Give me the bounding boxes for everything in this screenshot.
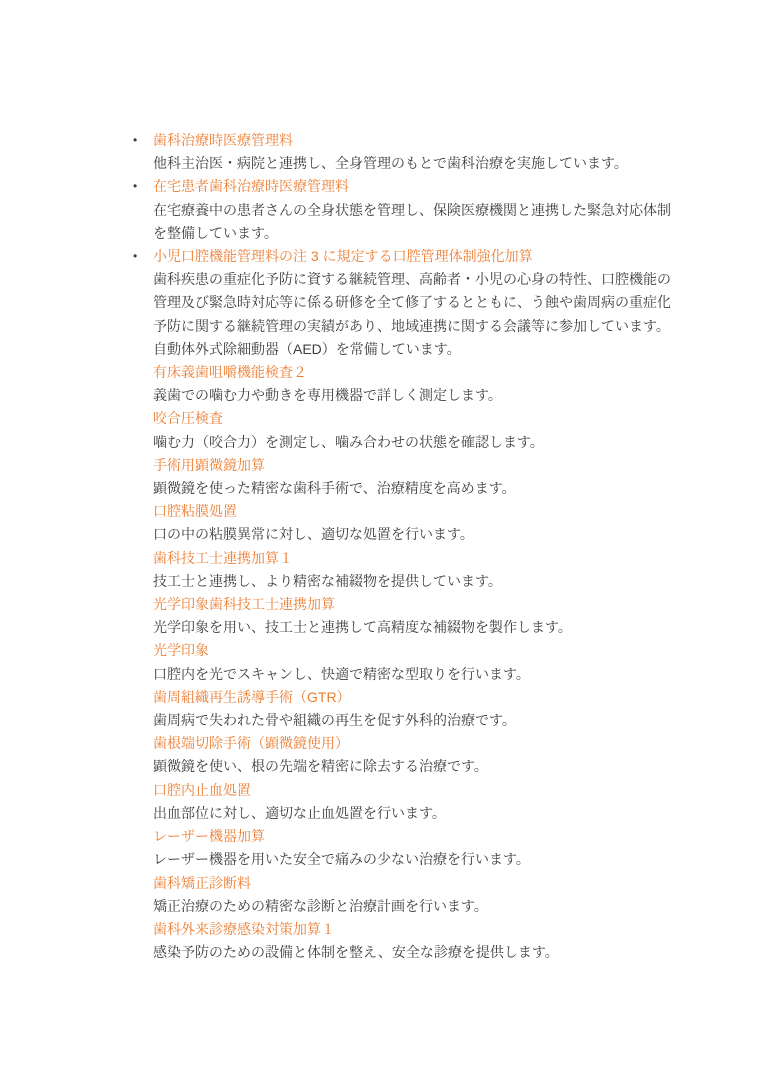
- item-body: [153, 523, 677, 546]
- item-title: 口腔内止血処置: [153, 781, 251, 798]
- item-body: [153, 663, 677, 686]
- bullet-icon: •: [133, 133, 138, 147]
- item-body: [153, 477, 677, 500]
- item-title: 咬合圧検査: [153, 410, 223, 427]
- item-title: 歯科治療時医療管理料: [153, 132, 293, 148]
- list-item: [153, 500, 677, 546]
- item-title: 光学印象: [153, 642, 209, 659]
- item-title: レーザー機器加算: [153, 828, 265, 845]
- item-description: レーザー機器を用いた安全で痛みの少ない治療を行います。: [153, 851, 530, 868]
- item-title: 歯周組織再生誘導手術（GTR）: [153, 688, 351, 705]
- list-item: [153, 872, 677, 918]
- item-description: 口腔内を光でスキャンし、快適で精密な型取りを行います。: [153, 665, 530, 682]
- item-description: 出血部位に対し、適切な止血処置を行います。: [153, 804, 446, 821]
- list-item: [133, 175, 677, 245]
- item-title: 小児口腔機能管理料の注 3 に規定する口腔管理体制強化加算: [153, 248, 533, 265]
- item-body: [153, 709, 677, 732]
- item-description: 歯科疾患の重症化予防に資する継続管理、高齢者・小児の心身の特性、口腔機能の管理及び緊急時対応等に係る研修を全て修了するとともに、う蝕や歯周病の重症化予防に関する継続管理の実績があり、地域連携に関する会議等に参加しています。: [153, 271, 671, 334]
- list-item: [153, 825, 677, 871]
- item-description: 在宅療養中の患者さんの全身状態を管理し、保険医療機関と連携した緊急対応体制を整備しています。: [153, 201, 671, 241]
- item-title: 口腔粘膜処置: [153, 503, 237, 520]
- item-title: 歯科技工士連携加算１: [153, 549, 293, 566]
- list-item: [153, 593, 677, 639]
- item-body: [153, 152, 677, 175]
- item-body: [153, 384, 677, 407]
- list-item: [153, 686, 677, 732]
- item-title: 在宅患者歯科治療時医療管理料: [153, 178, 349, 195]
- item-body: [153, 895, 677, 918]
- list-item: [153, 918, 677, 964]
- item-description: 歯周病で失われた骨や組織の再生を促す外科的治療です。: [153, 712, 516, 729]
- list-item: [153, 547, 677, 593]
- service-list: [133, 129, 677, 964]
- item-body: [153, 802, 677, 825]
- bullet-icon: •: [133, 179, 138, 194]
- item-description: 噛む力（咬合力）を測定し、噛み合わせの状態を確認します。: [153, 433, 544, 450]
- item-title: 光学印象歯科技工士連携加算: [153, 596, 335, 613]
- item-body: [153, 199, 677, 245]
- item-body: [153, 570, 677, 593]
- item-description: 光学印象を用い、技工士と連携して高精度な補綴物を製作します。: [153, 619, 572, 636]
- list-item: [153, 779, 677, 825]
- item-body: [153, 941, 677, 964]
- item-body: [153, 755, 677, 778]
- list-item: [153, 361, 677, 407]
- item-title: 手術用顕微鏡加算: [153, 456, 265, 473]
- item-description: 他科主治医・病院と連携し、全身管理のもとで歯科治療を実施しています。: [153, 155, 628, 172]
- item-description: 顕微鏡を使い、根の先端を精密に除去する治療です。: [153, 758, 488, 775]
- item-title: 歯根端切除手術（顕微鏡使用）: [153, 735, 349, 752]
- item-body: [153, 431, 677, 454]
- item-title: 歯科外来診療感染対策加算１: [153, 920, 335, 937]
- item-description: 感染予防のための設備と体制を整え、安全な診療を提供します。: [153, 944, 559, 961]
- list-item: [153, 732, 677, 778]
- list-item: [133, 129, 677, 175]
- item-description: 自動体外式除細動器（AED）を常備しています。: [153, 340, 461, 357]
- item-body: [153, 848, 677, 871]
- item-description: 矯正治療のための精密な診断と治療計画を行います。: [153, 897, 488, 914]
- item-body: [153, 268, 677, 361]
- item-title: 歯科矯正診断料: [153, 874, 251, 891]
- item-title: 有床義歯咀嚼機能検査２: [153, 364, 307, 381]
- item-description: 口の中の粘膜異常に対し、適切な処置を行います。: [153, 526, 474, 543]
- item-description: 顕微鏡を使った精密な歯科手術で、治療精度を高めます。: [153, 480, 516, 497]
- item-description: 技工士と連携し、より精密な補綴物を提供しています。: [153, 572, 502, 589]
- list-item: [153, 454, 677, 500]
- list-item: [133, 245, 677, 361]
- list-item: [153, 407, 677, 453]
- list-item: [153, 639, 677, 685]
- bullet-icon: •: [133, 249, 138, 264]
- item-description: 義歯での噛む力や動きを専用機器で詳しく測定します。: [153, 387, 502, 404]
- item-body: [153, 616, 677, 639]
